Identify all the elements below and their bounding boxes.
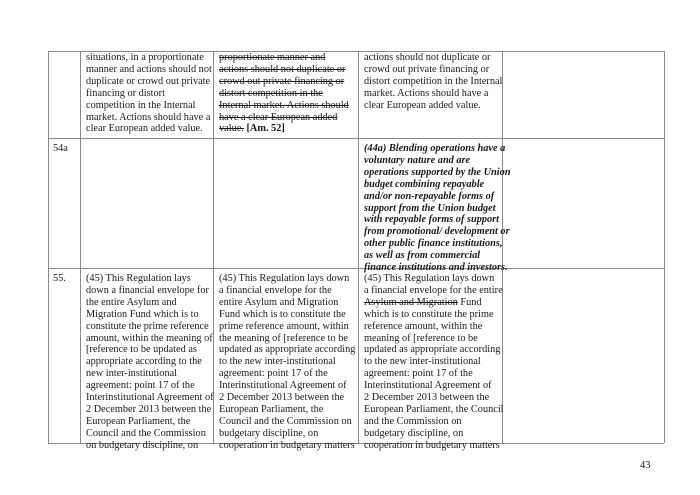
text-line: new inter-institutional (86, 368, 178, 380)
row1-commission-text (86, 52, 212, 135)
deleted-text-line: proportionate manner and (219, 52, 326, 63)
deleted-text: Asylum and Migration (364, 296, 458, 308)
text-line: which is to constitute the prime (364, 308, 494, 320)
text-line: budgetary discipline, on (219, 427, 319, 439)
row-number: 54a (53, 143, 68, 154)
page-number: 43 (640, 460, 651, 471)
text-line: distort competition in the Internal (364, 75, 503, 87)
text-line: financing or distort (86, 87, 165, 99)
added-text-line: finance institutions and investors. (364, 262, 508, 274)
text-line: constitute the prime reference (86, 320, 209, 332)
table-right-border (664, 51, 665, 443)
text-line: Interinstitutional Agreement of (364, 380, 492, 392)
row2-council-text (364, 143, 510, 274)
text-line: budgetary discipline, on (364, 427, 464, 439)
deleted-text-line: distort competition in the (219, 87, 323, 99)
text-line: 2 December 2013 between the (219, 392, 345, 404)
row1-parliament-text (219, 52, 349, 135)
text-line: market. Actions should have a (86, 111, 211, 123)
text-line: Interinstitutional Agreement of (86, 392, 214, 404)
text-line: Fund which is to constitute the (219, 308, 346, 320)
text-line: appropriate according to the (86, 356, 202, 368)
row3-commission-text (86, 273, 214, 452)
text-line: updated as appropriate according (364, 344, 501, 356)
text-line: a financial envelope for the entire (364, 284, 503, 296)
column-separator (80, 51, 81, 443)
text-line: to the new inter-institutional (219, 356, 336, 368)
column-separator (358, 51, 359, 443)
row3-council-text (364, 273, 504, 452)
added-text-line: (44a) Blending operations have a (364, 143, 506, 154)
added-text-line: other public finance institutions, (364, 238, 503, 250)
deleted-text-line: crowd out private financing or (219, 75, 345, 87)
deleted-text-line: value. (219, 123, 244, 135)
text-line: (45) This Regulation lays (86, 273, 191, 284)
text-line: clear European added value. (364, 99, 481, 111)
text-line: prime reference amount, within (219, 320, 349, 332)
deleted-text-line: have a clear European added (219, 111, 338, 123)
text-line: cooperation in budgetary matters (364, 439, 500, 451)
deleted-text-line: actions should not duplicate or (219, 63, 346, 75)
text-line: on budgetary discipline, on (86, 439, 199, 451)
added-text-line: support from the Union budget (364, 202, 496, 214)
text-line: 2 December 2013 between the (364, 392, 490, 404)
text-line: actions should not duplicate or (364, 52, 491, 63)
deleted-text-line: Internal market. Actions should (219, 99, 349, 111)
text-fragment: Fund (457, 296, 482, 308)
text-line: Interinstitutional Agreement of (219, 380, 347, 392)
amendment-reference: [Am. 52] (246, 123, 285, 135)
added-text-line: with repayable forms of support (364, 214, 500, 226)
text-line: and the Commission on (364, 415, 462, 427)
text-line: crowd out private financing or (364, 63, 490, 75)
row3-parliament-text (219, 273, 355, 452)
text-line: European Parliament, the Council (364, 403, 504, 415)
text-line: the entire Asylum and (86, 296, 177, 308)
row-number: 55. (53, 273, 66, 284)
text-line: duplicate or crowd out private (86, 75, 211, 87)
text-line: (45) This Regulation lays down (364, 273, 495, 284)
text-line: manner and actions should not (86, 63, 212, 75)
text-line: Council and the Commission (86, 427, 206, 439)
row-separator (48, 138, 664, 139)
text-line: clear European added value. (86, 123, 203, 135)
added-text-line: and/or non-repayable forms of (364, 190, 495, 202)
text-line: down a financial envelope for (86, 284, 209, 296)
text-line: European Parliament, the (86, 415, 191, 427)
text-line: [reference to be updated as (86, 344, 197, 356)
row-separator (48, 268, 664, 269)
text-line: market. Actions should have a (364, 87, 489, 99)
text-line: 2 December 2013 between the (86, 403, 212, 415)
table-left-border (48, 51, 49, 443)
added-text-line: as well as from commercial (364, 250, 481, 262)
text-line: (45) This Regulation lays down (219, 273, 350, 284)
text-line: cooperation in budgetary matters (219, 439, 355, 451)
text-line: amount, within the meaning of (86, 332, 213, 344)
text-line: reference amount, within the (364, 320, 483, 332)
text-line: situations, in a proportionate (86, 52, 204, 63)
text-line: updated as appropriate according (219, 344, 356, 356)
text-line: European Parliament, the (219, 403, 324, 415)
row1-council-text (364, 52, 502, 112)
text-line: competition in the Internal (86, 99, 196, 111)
added-text-line: budget combining repayable (364, 178, 485, 190)
text-line: to the new inter-institutional (364, 356, 481, 368)
added-text-line: operations supported by the Union (364, 166, 511, 178)
text-line: a financial envelope for the (219, 284, 332, 296)
text-line: Migration Fund which is to (86, 308, 199, 320)
text-line: agreement: point 17 of the (86, 380, 195, 392)
text-line: agreement: point 17 of the (364, 368, 473, 380)
text-line: Council and the Commission on (219, 415, 352, 427)
added-text-line: voluntary nature and are (364, 154, 471, 166)
added-text-line: from promotional/ development or (364, 226, 510, 238)
text-line: meaning of [reference to be (364, 332, 478, 344)
text-line: agreement: point 17 of the (219, 368, 328, 380)
text-line: the meaning of [reference to be (219, 332, 348, 344)
text-line: entire Asylum and Migration (219, 296, 339, 308)
